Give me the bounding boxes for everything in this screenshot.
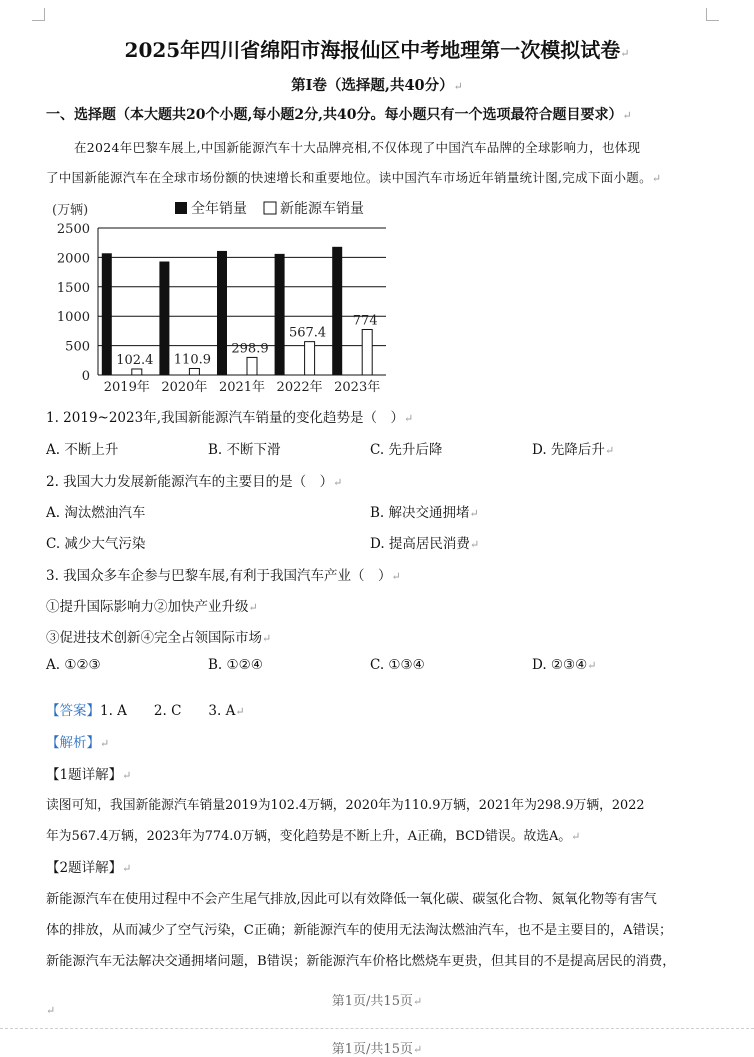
y-tick-label: 0 xyxy=(81,369,90,384)
bar-nev-sales xyxy=(132,369,142,375)
x-tick-label: 2021年 xyxy=(218,380,266,395)
q1-option-d[interactable]: D. 先降后升↵ xyxy=(532,442,615,458)
bar-nev-sales xyxy=(189,368,199,375)
detail-1-heading: 【1题详解】↵ xyxy=(46,767,132,783)
analysis-heading: 【解析】↵ xyxy=(46,735,110,751)
legend-label-nev: 新能源车销量 xyxy=(280,201,364,217)
x-tick-label: 2020年 xyxy=(161,380,208,395)
answer-line: 【答案】1. A 2. C 3. A↵ xyxy=(46,703,245,719)
bar-total-sales xyxy=(102,253,112,375)
legend-swatch-nev xyxy=(264,202,276,214)
bar-nev-sales xyxy=(305,342,315,375)
y-tick-label: 1000 xyxy=(56,310,90,326)
q2-option-c[interactable]: C. 减少大气污染 xyxy=(46,536,146,552)
page-number-footer: 第1页/共15页↵ xyxy=(331,994,423,1009)
bar-nev-sales xyxy=(362,329,372,375)
detail-2-line-2: 体的排放，从而减少了空气污染，C正确；新能源汽车的使用无法淘汰燃油汽车，也不是主要目的，A错误； xyxy=(46,923,673,938)
answer-tag: 【答案】 xyxy=(46,703,100,719)
bar-total-sales xyxy=(217,251,227,375)
detail-1-line-1: 读图可知，我国新能源汽车销量2019为102.4万辆，2020年为110.9万辆，2021年为298.9万辆，2022 xyxy=(46,798,645,813)
y-axis-label: (万辆) xyxy=(52,203,89,218)
detail-2-heading: 【2题详解】↵ xyxy=(46,860,132,876)
bar-data-label: 774 xyxy=(352,313,378,329)
bar-data-label: 298.9 xyxy=(231,341,269,357)
page-corner-mark xyxy=(706,8,719,21)
question-2-stem: 2. 我国大力发展新能源汽车的主要目的是（ ）↵ xyxy=(46,474,343,490)
detail-2-line-1: 新能源汽车在使用过程中不会产生尾气排放,因此可以有效降低一氧化碳、碳氢化合物、氮氧化物等有害气 xyxy=(46,892,657,907)
question-3-stem: 3. 我国众多车企参与巴黎车展,有利于我国汽车产业（ ）↵ xyxy=(46,568,401,584)
sales-bar-chart xyxy=(40,192,400,404)
page-divider xyxy=(0,1028,754,1029)
page-corner-mark xyxy=(32,8,45,21)
bar-data-label: 110.9 xyxy=(173,352,212,368)
q3-statement-line-2: ③促进技术创新④完全占领国际市场↵ xyxy=(46,630,272,646)
q2-option-a[interactable]: A. 淘汰燃油汽车 xyxy=(46,505,146,521)
x-tick-label: 2022年 xyxy=(276,380,323,395)
bar-total-sales xyxy=(332,247,342,375)
q1-option-c[interactable]: C. 先升后降 xyxy=(370,442,443,458)
page-number-footer-bottom: 第1页/共15页↵ xyxy=(331,1042,423,1057)
page-title: 2025年四川省绵阳市海报仙区中考地理第一次模拟试卷↵ xyxy=(124,38,630,62)
q1-option-b[interactable]: B. 不断下滑 xyxy=(208,442,281,458)
y-tick-label: 500 xyxy=(65,339,90,355)
q3-option-b[interactable]: B. ①②④ xyxy=(208,657,263,673)
intro-paragraph-line-1: 在2024年巴黎车展上,中国新能源汽车十大品牌亮相,不仅体现了中国汽车品牌的全球影响力，也体现 xyxy=(74,140,641,155)
bar-nev-sales xyxy=(247,357,257,375)
paragraph-mark: ↵ xyxy=(46,1004,56,1017)
legend-swatch-total xyxy=(175,202,187,214)
section-heading: 一、选择题（本大题共20个小题,每小题2分,共40分。每小题只有一个选项最符合题目要求）↵ xyxy=(46,107,632,123)
x-tick-label: 2019年 xyxy=(103,380,150,395)
detail-1-line-2: 年为567.4万辆，2023年为774.0万辆，变化趋势是不断上升，A正确，BCD错误。故选A。↵ xyxy=(46,829,581,844)
y-tick-label: 2500 xyxy=(56,222,90,237)
q3-statement-line-1: ①提升国际影响力②加快产业升级↵ xyxy=(46,599,258,615)
q2-option-b[interactable]: B. 解决交通拥堵↵ xyxy=(370,505,479,521)
volume-heading: 第I卷（选择题,共40分）↵ xyxy=(291,77,463,94)
q3-option-c[interactable]: C. ①③④ xyxy=(370,657,425,673)
q3-option-d[interactable]: D. ②③④↵ xyxy=(532,657,597,673)
q2-option-d[interactable]: D. 提高居民消费↵ xyxy=(370,536,480,552)
bar-data-label: 102.4 xyxy=(116,352,154,368)
x-tick-label: 2023年 xyxy=(334,380,381,395)
q1-option-a[interactable]: A. 不断上升 xyxy=(46,442,119,458)
y-tick-label: 1500 xyxy=(56,280,90,296)
legend-label-total: 全年销量 xyxy=(191,201,247,217)
bar-total-sales xyxy=(159,262,169,375)
bar-data-label: 567.4 xyxy=(288,325,327,341)
intro-paragraph-line-2: 了中国新能源汽车在全球市场份额的快速增长和重要地位。读中国汽车市场近年销量统计图,完成下面小题。↵ xyxy=(46,170,662,185)
q3-option-a[interactable]: A. ①②③ xyxy=(46,657,101,673)
bar-total-sales xyxy=(275,254,285,375)
detail-2-line-3: 新能源汽车无法解决交通拥堵问题，B错误；新能源汽车价格比燃烧车更贵，但其目的不是提高居民的消费， xyxy=(46,954,676,969)
question-1-stem: 1. 2019~2023年,我国新能源汽车销量的变化趋势是（ ）↵ xyxy=(46,410,414,426)
y-tick-label: 2000 xyxy=(56,251,90,267)
